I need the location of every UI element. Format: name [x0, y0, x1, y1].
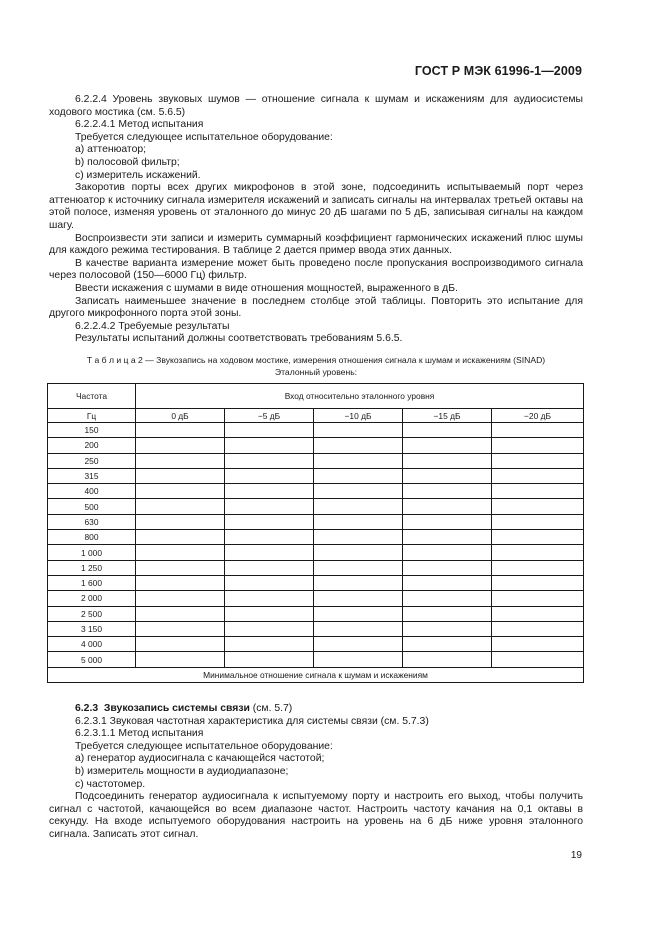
table-row	[48, 423, 584, 438]
value-cell	[225, 453, 314, 468]
list-item-a: a) генератор аудиосигнала с качающейся частотой;	[75, 753, 325, 765]
value-cell	[136, 514, 225, 529]
value-cell	[136, 621, 225, 636]
value-cell	[492, 575, 584, 590]
table-row	[48, 637, 584, 652]
value-cell	[492, 484, 584, 499]
frequency-cell: 1 600	[48, 575, 136, 590]
table-row	[48, 606, 584, 621]
value-cell	[136, 438, 225, 453]
frequency-cell: 1 250	[48, 560, 136, 575]
frequency-cell: 150	[48, 423, 136, 438]
value-cell	[314, 468, 403, 483]
value-cell	[403, 423, 492, 438]
value-cell	[403, 530, 492, 545]
value-cell	[136, 606, 225, 621]
value-cell	[403, 560, 492, 575]
value-cell	[136, 423, 225, 438]
clause-6-2-3	[49, 703, 583, 716]
table-row	[48, 453, 584, 468]
value-cell	[492, 468, 584, 483]
frequency-cell: 200	[48, 438, 136, 453]
frequency-cell: 250	[48, 453, 136, 468]
value-cell	[136, 560, 225, 575]
value-cell	[136, 591, 225, 606]
paragraph: В качестве варианта измерение может быть проведено после пропускания воспроизводимого сигнала через полосовой (150—6000 Гц) фильтр.	[49, 257, 583, 282]
value-cell	[492, 560, 584, 575]
equipment-intro: Требуется следующее испытательное оборудование:	[75, 740, 333, 752]
table-row	[48, 575, 584, 590]
reference-level-label: Эталонный уровень:	[274, 367, 358, 377]
unit-header: Гц	[48, 409, 136, 423]
level-header: −5 дБ	[225, 409, 314, 423]
clause-6-2-3-heading: 6.2.3 Звукозапись системы связи	[75, 703, 250, 714]
frequency-cell: 1 000	[48, 545, 136, 560]
value-cell	[314, 652, 403, 667]
min-sinad-label: Минимальное отношение сигнала к шумам и искажениям	[48, 667, 584, 682]
paragraph: Подсоединить генератор аудиосигнала к испытуемому порту и настроить его выход, чтобы получить сигнал с частотой, качающейся во всем диапазоне частот. Настроить частоту качания на 0,1 октавы в секунду. На входе испытуемого оборудования настроить на уровень на 6 дБ ниже уровня эталонного сигнала. Записать этот сигнал.	[49, 791, 583, 840]
value-cell	[314, 514, 403, 529]
value-cell	[492, 453, 584, 468]
paragraph: Воспроизвести эти записи и измерить суммарный коэффициент гармонических искажений плюс шумы для каждого режима тестирования. В таблице 2 дается пример ввода этих данных.	[49, 232, 583, 257]
value-cell	[136, 453, 225, 468]
clause-6-2-2-4-2: 6.2.2.4.2 Требуемые результаты	[75, 320, 230, 332]
table-row	[48, 545, 584, 560]
table-caption	[49, 354, 583, 378]
value-cell	[225, 514, 314, 529]
value-cell	[403, 514, 492, 529]
value-cell	[492, 530, 584, 545]
value-cell	[314, 606, 403, 621]
value-cell	[403, 545, 492, 560]
input-level-header: Вход относительно эталонного уровня	[136, 384, 584, 409]
frequency-header: Частота	[48, 384, 136, 409]
value-cell	[225, 545, 314, 560]
table-title: Т а б л и ц а 2 — Звукозапись на ходовом мостике, измерения отношения сигнала к шумам и искажениям (SINAD)	[86, 355, 546, 365]
clause-6-2-3-1: 6.2.3.1 Звуковая частотная характеристика для системы связи (см. 5.7.3)	[75, 715, 429, 727]
page-number: 19	[570, 850, 582, 861]
value-cell	[492, 606, 584, 621]
table-row	[48, 438, 584, 453]
value-cell	[403, 606, 492, 621]
value-cell	[225, 621, 314, 636]
table-footer-row	[48, 667, 584, 682]
value-cell	[403, 453, 492, 468]
value-cell	[136, 484, 225, 499]
table-row	[48, 652, 584, 667]
value-cell	[492, 545, 584, 560]
value-cell	[403, 499, 492, 514]
equipment-intro: Требуется следующее испытательное оборудование:	[75, 131, 333, 143]
value-cell	[225, 652, 314, 667]
level-header: −20 дБ	[492, 409, 584, 423]
table-row	[48, 468, 584, 483]
frequency-cell: 4 000	[48, 637, 136, 652]
frequency-cell: 800	[48, 530, 136, 545]
frequency-cell: 3 150	[48, 621, 136, 636]
table-row	[48, 591, 584, 606]
frequency-cell: 5 000	[48, 652, 136, 667]
value-cell	[314, 438, 403, 453]
value-cell	[225, 423, 314, 438]
value-cell	[403, 652, 492, 667]
value-cell	[403, 484, 492, 499]
value-cell	[314, 591, 403, 606]
value-cell	[314, 621, 403, 636]
level-header: −10 дБ	[314, 409, 403, 423]
value-cell	[403, 637, 492, 652]
frequency-cell: 400	[48, 484, 136, 499]
value-cell	[225, 468, 314, 483]
value-cell	[492, 438, 584, 453]
value-cell	[403, 621, 492, 636]
paragraph: Результаты испытаний должны соответствовать требованиям 5.6.5.	[75, 333, 403, 345]
value-cell	[225, 591, 314, 606]
value-cell	[314, 637, 403, 652]
value-cell	[225, 575, 314, 590]
level-header: 0 дБ	[136, 409, 225, 423]
level-header: −15 дБ	[403, 409, 492, 423]
value-cell	[136, 468, 225, 483]
value-cell	[225, 438, 314, 453]
value-cell	[314, 423, 403, 438]
value-cell	[136, 652, 225, 667]
clause-6-2-2-4: 6.2.2.4 Уровень звуковых шумов — отношение сигнала к шумам и искажениям для аудиосистемы ходового мостика (см. 5.6.5)	[49, 94, 583, 118]
list-item-c: c) частотомер.	[75, 778, 146, 790]
standard-header: ГОСТ Р МЭК 61996-1—2009	[414, 64, 582, 78]
value-cell	[136, 530, 225, 545]
table-row	[48, 560, 584, 575]
list-item-b: b) полосовой фильтр;	[75, 156, 180, 168]
paragraph: Записать наименьшее значение в последнем столбце этой таблицы. Повторить это испытание для другого микрофонного порта этой зоны.	[49, 295, 583, 320]
clause-6-2-3-1-1: 6.2.3.1.1 Метод испытания	[75, 728, 204, 740]
table-row	[48, 499, 584, 514]
table-row	[48, 530, 584, 545]
value-cell	[492, 499, 584, 514]
table-row	[48, 514, 584, 529]
clause-6-2-2-4-1: 6.2.2.4.1 Метод испытания	[75, 119, 204, 131]
list-item-a: a) аттенюатор;	[75, 144, 147, 156]
sinad-table	[47, 383, 584, 683]
value-cell	[492, 637, 584, 652]
value-cell	[314, 453, 403, 468]
value-cell	[314, 575, 403, 590]
frequency-cell: 315	[48, 468, 136, 483]
body-text	[49, 94, 583, 346]
value-cell	[492, 621, 584, 636]
value-cell	[136, 499, 225, 514]
value-cell	[136, 637, 225, 652]
value-cell	[492, 423, 584, 438]
value-cell	[225, 484, 314, 499]
paragraph: Ввести искажения с шумами в виде отношения мощностей, выраженного в дБ.	[75, 282, 458, 294]
value-cell	[225, 560, 314, 575]
frequency-cell: 500	[48, 499, 136, 514]
list-item-b: b) измеритель мощности в аудиодиапазоне;	[75, 765, 289, 777]
value-cell	[314, 560, 403, 575]
frequency-cell: 2 500	[48, 606, 136, 621]
value-cell	[492, 591, 584, 606]
value-cell	[225, 530, 314, 545]
value-cell	[314, 545, 403, 560]
table-row	[48, 621, 584, 636]
value-cell	[136, 575, 225, 590]
value-cell	[314, 499, 403, 514]
frequency-cell: 630	[48, 514, 136, 529]
value-cell	[403, 575, 492, 590]
value-cell	[492, 514, 584, 529]
value-cell	[403, 591, 492, 606]
value-cell	[403, 438, 492, 453]
list-item-c: c) измеритель искажений.	[75, 169, 201, 181]
value-cell	[136, 545, 225, 560]
value-cell	[403, 468, 492, 483]
table-row	[48, 484, 584, 499]
value-cell	[314, 484, 403, 499]
value-cell	[225, 637, 314, 652]
section-6-2-3	[49, 703, 583, 842]
value-cell	[314, 530, 403, 545]
clause-6-2-3-ref: (см. 5.7)	[249, 703, 293, 714]
value-cell	[492, 652, 584, 667]
value-cell	[225, 499, 314, 514]
value-cell	[225, 606, 314, 621]
frequency-cell: 2 000	[48, 591, 136, 606]
paragraph: Закоротив порты всех других микрофонов в этой зоне, подсоединить испытываемый порт через аттенюатор к источнику сигнала измерителя искажений и записать сигналы на интервалах третьей октавы на этой полосе, изменяя уровень от эталонного до минус 20 дБ шагами по 5 дБ, записывая сигналы на каждом шагу.	[49, 182, 583, 231]
